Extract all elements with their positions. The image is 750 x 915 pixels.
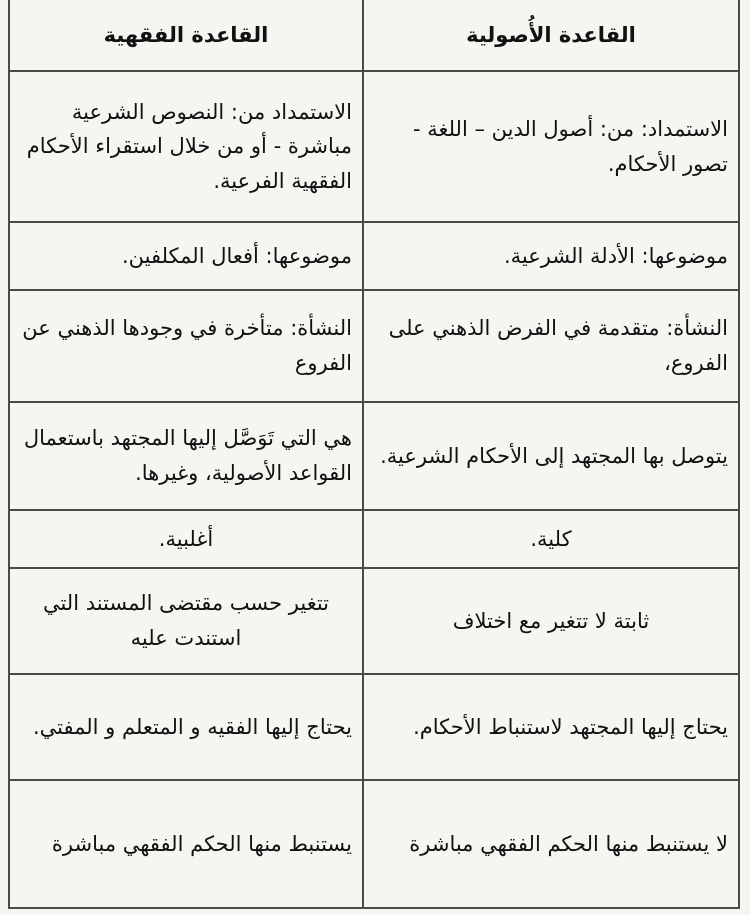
header-usuliyya: القاعدة الأُصولية (363, 0, 739, 71)
header-fiqhiyya: القاعدة الفقهية (9, 0, 363, 71)
cell-fiqhiyya-users: يحتاج إليها الفقيه و المتعلم و المفتي. (9, 674, 363, 780)
table-row (9, 674, 739, 780)
cell-usuliyya-purpose: يتوصل بها المجتهد إلى الأحكام الشرعية. (363, 402, 739, 510)
cell-fiqhiyya-subject: موضوعها: أفعال المكلفين. (9, 222, 363, 290)
cell-fiqhiyya-source: الاستمداد من: النصوص الشرعية مباشرة - أو من خلال استقراء الأحكام الفقهية الفرعية. (9, 71, 363, 222)
table-row (9, 510, 739, 568)
table-row (9, 290, 739, 402)
comparison-table (8, 0, 740, 909)
cell-usuliyya-source: الاستمداد: من: أصول الدين – اللغة - تصور الأحكام. (363, 71, 739, 222)
cell-fiqhiyya-scope: أغلبية. (9, 510, 363, 568)
table-row (9, 568, 739, 674)
cell-usuliyya-subject: موضوعها: الأدلة الشرعية. (363, 222, 739, 290)
cell-usuliyya-scope: كلية. (363, 510, 739, 568)
cell-fiqhiyya-origin: النشأة: متأخرة في وجودها الذهني عن الفروع (9, 290, 363, 402)
comparison-table-container (10, 0, 740, 908)
cell-usuliyya-origin: النشأة: متقدمة في الفرض الذهني على الفروع، (363, 290, 739, 402)
cell-usuliyya-users: يحتاج إليها المجتهد لاستنباط الأحكام. (363, 674, 739, 780)
cell-fiqhiyya-purpose: هي التي تَوَصَّل إليها المجتهد باستعمال القواعد الأصولية، وغيرها. (9, 402, 363, 510)
cell-usuliyya-stability: ثابتة لا تتغير مع اختلاف (363, 568, 739, 674)
cell-fiqhiyya-stability: تتغير حسب مقتضى المستند التي استندت عليه (9, 568, 363, 674)
cell-fiqhiyya-derivation: يستنبط منها الحكم الفقهي مباشرة (9, 780, 363, 908)
header-row (9, 0, 739, 71)
table-row (9, 780, 739, 908)
table-row (9, 71, 739, 222)
table-row (9, 222, 739, 290)
cell-usuliyya-derivation: لا يستنبط منها الحكم الفقهي مباشرة (363, 780, 739, 908)
table-row (9, 402, 739, 510)
